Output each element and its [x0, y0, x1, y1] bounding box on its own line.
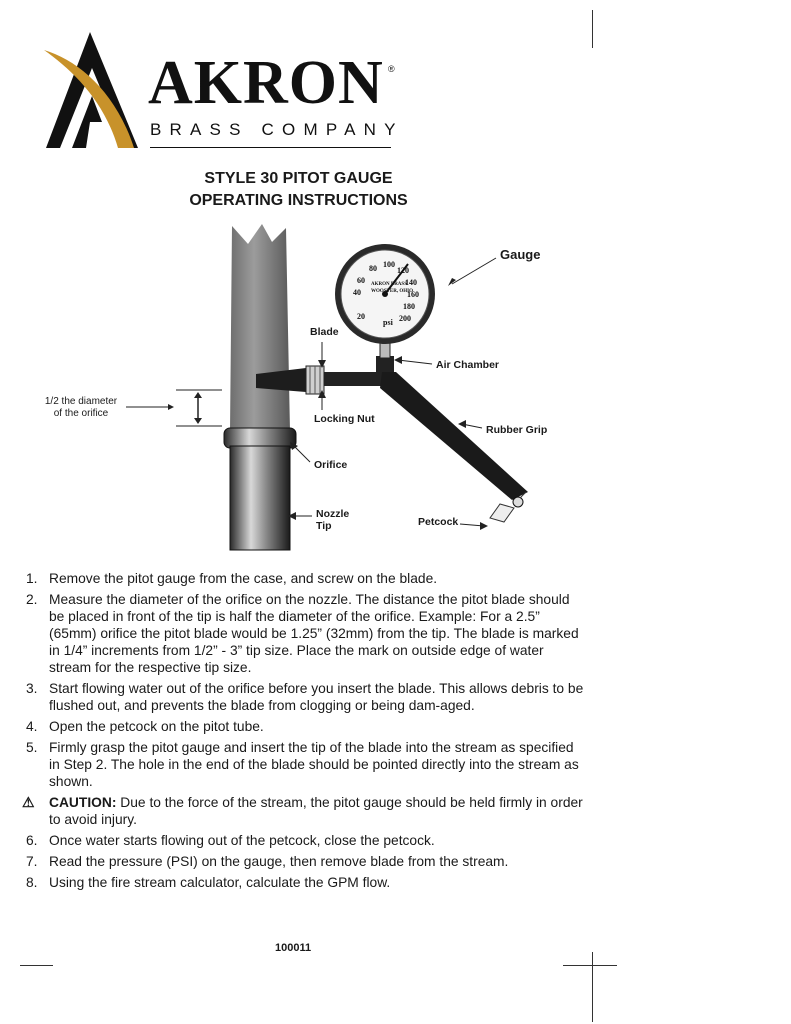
page-title: STYLE 30 PITOT GAUGE: [204, 170, 393, 187]
label-air-chamber: Air Chamber: [436, 359, 500, 371]
step-text: Using the fire stream calculator, calculate the GPM flow.: [49, 875, 391, 890]
step-text: Read the pressure (PSI) on the gauge, then remove blade from the stream.: [49, 854, 509, 869]
crop-mark: [592, 10, 593, 48]
step-text: Firmly grasp the pitot gauge and insert the tip of the blade into the stream as specified in Step 2. The hole in the end of the blade should be pointed directly into the stream as shown.: [49, 740, 579, 789]
registered-mark: ®: [388, 64, 395, 74]
brand-mark-icon: [42, 30, 142, 150]
gauge-maker-2: WOOSTER, OHIO: [371, 289, 413, 294]
water-stream: [230, 224, 290, 432]
brand-name: AKRON: [148, 49, 384, 117]
label-nozzle-tip-line1: Nozzle: [316, 508, 350, 520]
gauge-maker-1: AKRON BRASS: [371, 282, 407, 287]
step-text: Open the petcock on the pitot tube.: [49, 719, 264, 734]
step-6: [26, 832, 586, 849]
caution-text: Due to the force of the stream, the pitot gauge should be held firmly in order to avoid injury.: [49, 795, 583, 827]
step-number: 2.: [26, 592, 38, 607]
step-7: [26, 853, 586, 870]
brand-subtitle: BRASS COMPANY: [150, 120, 404, 139]
scale-160: 160: [407, 290, 419, 299]
scale-120: 120: [397, 266, 409, 275]
label-blade: Blade: [310, 326, 339, 338]
step-number: 6.: [26, 833, 38, 848]
step-5: [26, 739, 586, 790]
instruction-list: [22, 570, 586, 895]
step-3: [26, 680, 586, 714]
scale-40: 40: [353, 288, 361, 297]
document-number: 100011: [275, 942, 312, 954]
step-number: 3.: [26, 681, 38, 696]
scale-80: 80: [369, 264, 377, 273]
step-text: Start flowing water out of the orifice before you insert the blade. This allows debris to be flushed out, and prevents the blade from clogging or being dam-aged.: [49, 681, 584, 713]
step-number: 7.: [26, 854, 38, 869]
step-8: [26, 874, 586, 891]
label-nozzle-tip-line2: Tip: [316, 520, 332, 532]
step-text: Once water starts flowing out of the petcock, close the petcock.: [49, 833, 435, 848]
step-number: 8.: [26, 875, 38, 890]
step-number: 5.: [26, 740, 38, 755]
step-1: [26, 570, 586, 587]
scale-140: 140: [405, 278, 417, 287]
scale-20: 20: [357, 312, 365, 321]
scale-100: 100: [383, 260, 395, 269]
scale-200: 200: [399, 314, 411, 323]
brand-rule: [150, 147, 391, 148]
half-diameter-note-line2: of the orifice: [53, 408, 109, 419]
label-petcock: Petcock: [418, 516, 459, 528]
page-subtitle: OPERATING INSTRUCTIONS: [189, 192, 408, 209]
gauge-unit: psi: [383, 318, 393, 327]
label-gauge: Gauge: [500, 247, 541, 262]
pitot-gauge-illustration: [0, 222, 600, 552]
crop-mark: [563, 965, 617, 966]
scale-60: 60: [357, 276, 365, 285]
label-rubber-grip: Rubber Grip: [486, 424, 548, 436]
caution-note: [22, 794, 586, 828]
gauge-scale: [345, 258, 425, 330]
half-diameter-note-line1: 1/2 the diameter: [44, 396, 118, 407]
label-orifice: Orifice: [314, 459, 348, 471]
crop-mark: [592, 952, 593, 1022]
rubber-grip: [380, 372, 528, 500]
step-number: 4.: [26, 719, 38, 734]
caution-label: CAUTION:: [49, 795, 117, 810]
nozzle-rim: [224, 428, 296, 448]
scale-180: 180: [403, 302, 415, 311]
label-locking-nut: Locking Nut: [314, 413, 375, 425]
step-number: 1.: [26, 571, 38, 586]
step-2: [26, 591, 586, 676]
step-4: [26, 718, 586, 735]
half-diameter-note: [36, 396, 126, 420]
nozzle-tip: [230, 446, 290, 550]
step-text: Remove the pitot gauge from the case, and screw on the blade.: [49, 571, 438, 586]
label-nozzle-tip: [316, 508, 349, 532]
step-text: Measure the diameter of the orifice on the nozzle. The distance the pitot blade should be placed in front of the tip is half the diameter of the orifice. Example: For a 2.5” (65mm) orifice the pitot blade would be 1.25” (32mm) from the tip. The blade is marked in 1/4” increments from 1/2” - 3” tip size. Place the mark on outside edge of water stream for the respective tip size.: [49, 592, 579, 675]
crop-mark: [20, 965, 53, 966]
warning-icon: ⚠: [22, 795, 35, 810]
